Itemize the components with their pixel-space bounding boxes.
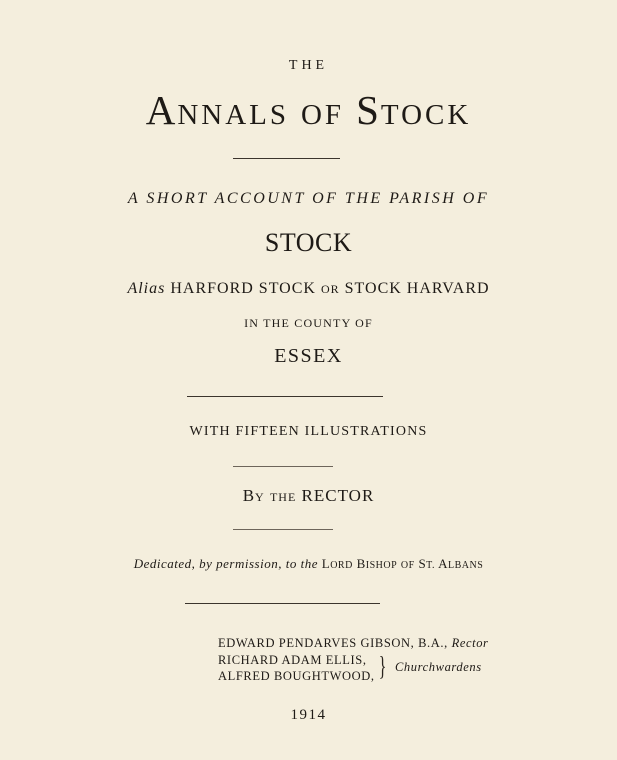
alias-harvard: STOCK HARVARD <box>344 280 490 297</box>
dedication-st: T. <box>426 560 436 571</box>
rector-signature <box>218 636 489 651</box>
divider-rule <box>185 603 380 604</box>
brace-glyph: } <box>378 651 387 681</box>
publication-year: 1914 <box>290 707 327 723</box>
dedication-lord: ORD <box>330 560 353 571</box>
by-initial: B <box>242 486 256 505</box>
by-the: THE <box>269 490 297 504</box>
dedication-permission: by permission, <box>199 556 282 571</box>
dedication-albans: LBANS <box>447 560 484 571</box>
alias-word: Alias <box>127 280 166 297</box>
county-line: IN THE COUNTY OF <box>244 316 373 330</box>
title-the: THE <box>288 58 329 73</box>
divider-rule <box>233 466 333 467</box>
title-word-nnals: NNALS <box>177 99 289 131</box>
dedication-dedicated: Dedicated, <box>133 556 196 571</box>
dedication-albans-initial: A <box>438 556 448 571</box>
title-initial-s: S <box>356 87 381 133</box>
title-word-tock: TOCK <box>380 99 472 131</box>
churchwardens-label: Churchwardens <box>395 660 482 674</box>
book-title <box>0 86 617 134</box>
by-rest: Y <box>255 490 265 504</box>
dedication-line <box>0 556 617 572</box>
dedication-to-the: to the <box>285 556 318 571</box>
divider-rule <box>187 396 383 397</box>
dedication-bishop: ISHOP <box>365 560 398 571</box>
divider-rule <box>233 158 340 159</box>
author-line <box>0 486 617 506</box>
illustrations-line: WITH FIFTEEN ILLUSTRATIONS <box>189 424 428 439</box>
churchwarden-1: RICHARD ADAM ELLIS, <box>218 653 367 667</box>
rector-name: EDWARD PENDARVES GIBSON, B.A., <box>218 636 448 650</box>
dedication-bishop-initial: B <box>356 556 366 571</box>
title-initial-a: A <box>145 87 178 133</box>
dedication-st-initial: S <box>418 556 427 571</box>
subtitle: A SHORT ACCOUNT OF THE PARISH OF <box>127 190 490 207</box>
by-rector: RECTOR <box>301 486 375 505</box>
title-word-of: OF <box>300 99 345 131</box>
dedication-of: OF <box>400 560 415 571</box>
alias-or: OR <box>320 282 340 296</box>
rector-title: Rector <box>451 636 489 650</box>
dedication-lord-initial: L <box>321 556 331 571</box>
parish-name: STOCK <box>264 228 353 257</box>
divider-rule <box>233 529 333 530</box>
county-name: ESSEX <box>274 345 343 367</box>
alias-harford: HARFORD STOCK <box>170 280 316 297</box>
churchwarden-2: ALFRED BOUGHTWOOD, <box>218 669 375 683</box>
alias-line <box>0 280 617 298</box>
